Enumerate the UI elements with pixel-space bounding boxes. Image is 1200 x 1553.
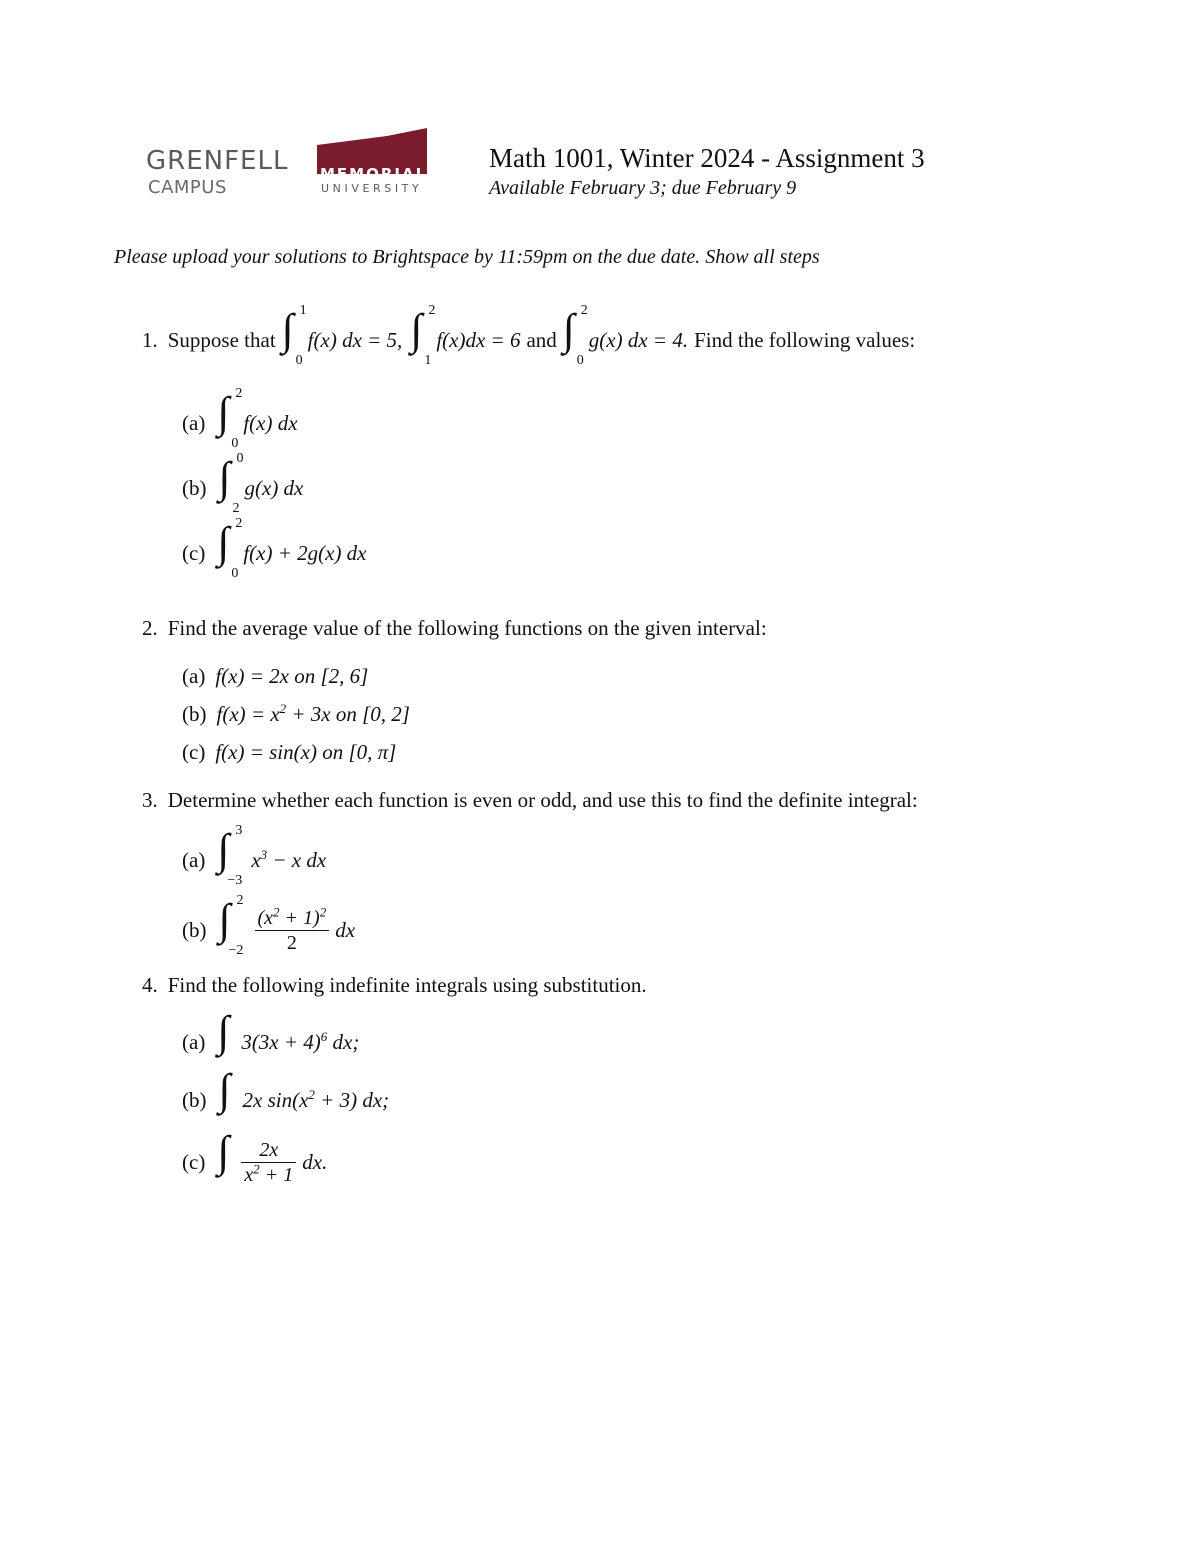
fraction: $\frac{2x}{x^2 + 1}$ (241, 1140, 296, 1185)
integral-expression: g(x) dx (244, 475, 304, 500)
integral-expression: 2x $\sin(x^2 + 3)$ dx; (242, 1086, 390, 1112)
question-4c (182, 1127, 328, 1192)
integral-sign: ∫ (217, 1127, 230, 1176)
question-3 (142, 790, 918, 811)
integral-sign: ∫ (218, 1065, 231, 1114)
question-text: Find the following values: (694, 327, 916, 352)
integral-expression: dx (335, 917, 356, 942)
subquestion-label: (a) (182, 1029, 206, 1054)
function-expression: f(x) = 2x on [2, 6] (215, 664, 369, 688)
question-number: 4. (142, 973, 158, 997)
question-text: and (526, 327, 557, 352)
subquestion-label: (a) (182, 847, 206, 872)
integral-sign: ∫ 0 2 (218, 451, 244, 516)
page-subtitle: Available February 3; due February 9 (489, 177, 797, 199)
integral-expression: dx. (302, 1149, 328, 1174)
integral-expression: $x^3 - x$ dx (251, 846, 327, 872)
question-number: 2. (142, 616, 158, 640)
page-title: Math 1001, Winter 2024 - Assignment 3 (489, 143, 925, 173)
integral-sign: ∫ 2 1 (410, 303, 436, 368)
question-1c (182, 516, 367, 581)
subquestion-label: (a) (182, 410, 206, 435)
subquestion-label: (c) (182, 1149, 206, 1174)
fraction: $\frac{(x^2 + 1)^2}{2}$ (255, 908, 330, 953)
integral-expression: g(x) dx = 4. (588, 327, 689, 352)
question-text: Find the average value of the following functions on the given interval: (167, 616, 767, 640)
question-3b (182, 893, 356, 958)
question-1a (182, 386, 298, 451)
question-2 (142, 618, 767, 639)
question-1 (142, 303, 916, 368)
question-4 (142, 975, 647, 996)
integral-expression: f(x) dx (243, 410, 298, 435)
integral-sign: ∫ 2 0 (217, 516, 243, 581)
function-expression: f(x) = sin(x) on [0, π] (215, 740, 397, 764)
integral-sign: ∫ 1 0 (281, 303, 307, 368)
subquestion-label: (b) (182, 475, 207, 500)
integral-expression: f(x) dx = 5, (307, 327, 403, 352)
subquestion-label: (a) (182, 664, 206, 688)
subquestion-label: (c) (182, 540, 206, 565)
memorial-logo-title: MEMORIAL (320, 165, 428, 183)
question-4a (182, 1007, 360, 1068)
question-number: 1. (142, 327, 158, 352)
integral-sign: ∫ (217, 1007, 230, 1056)
subquestion-label: (b) (182, 917, 207, 942)
integral-expression: $3(3x + 4)^6$ dx; (241, 1028, 360, 1054)
question-1b (182, 451, 304, 516)
memorial-logo-subtitle: UNIVERSITY (321, 182, 423, 195)
question-2a (182, 666, 368, 687)
integral-sign: ∫ 3 −3 (217, 823, 243, 888)
question-text: Find the following indefinite integrals using substitution. (167, 973, 647, 997)
integral-expression: f(x) + 2g(x) dx (243, 540, 367, 565)
subquestion-label: (c) (182, 740, 206, 764)
subquestion-label: (b) (182, 702, 207, 726)
integral-expression: f(x)dx = 6 (436, 327, 521, 352)
grenfell-logo-subtitle: CAMPUS (148, 177, 227, 198)
question-2b (182, 701, 410, 726)
function-expression: $f(x) = x^2 + 3x$ on [0, 2] (216, 701, 410, 726)
question-3a (182, 823, 327, 888)
question-number: 3. (142, 788, 158, 812)
integral-sign: ∫ 2 0 (217, 386, 243, 451)
subquestion-label: (b) (182, 1087, 207, 1112)
question-2c (182, 742, 396, 763)
integral-sign: ∫ 2 −2 (218, 893, 244, 958)
instructions: Please upload your solutions to Brightspace by 11:59pm on the due date. Show all steps (114, 246, 820, 268)
question-text: Suppose that (167, 327, 276, 352)
integral-sign: ∫ 2 0 (562, 303, 588, 368)
question-4b (182, 1065, 390, 1126)
grenfell-logo-title: GRENFELL (146, 146, 289, 176)
question-text: Determine whether each function is even or odd, and use this to find the definite integral: (167, 788, 918, 812)
